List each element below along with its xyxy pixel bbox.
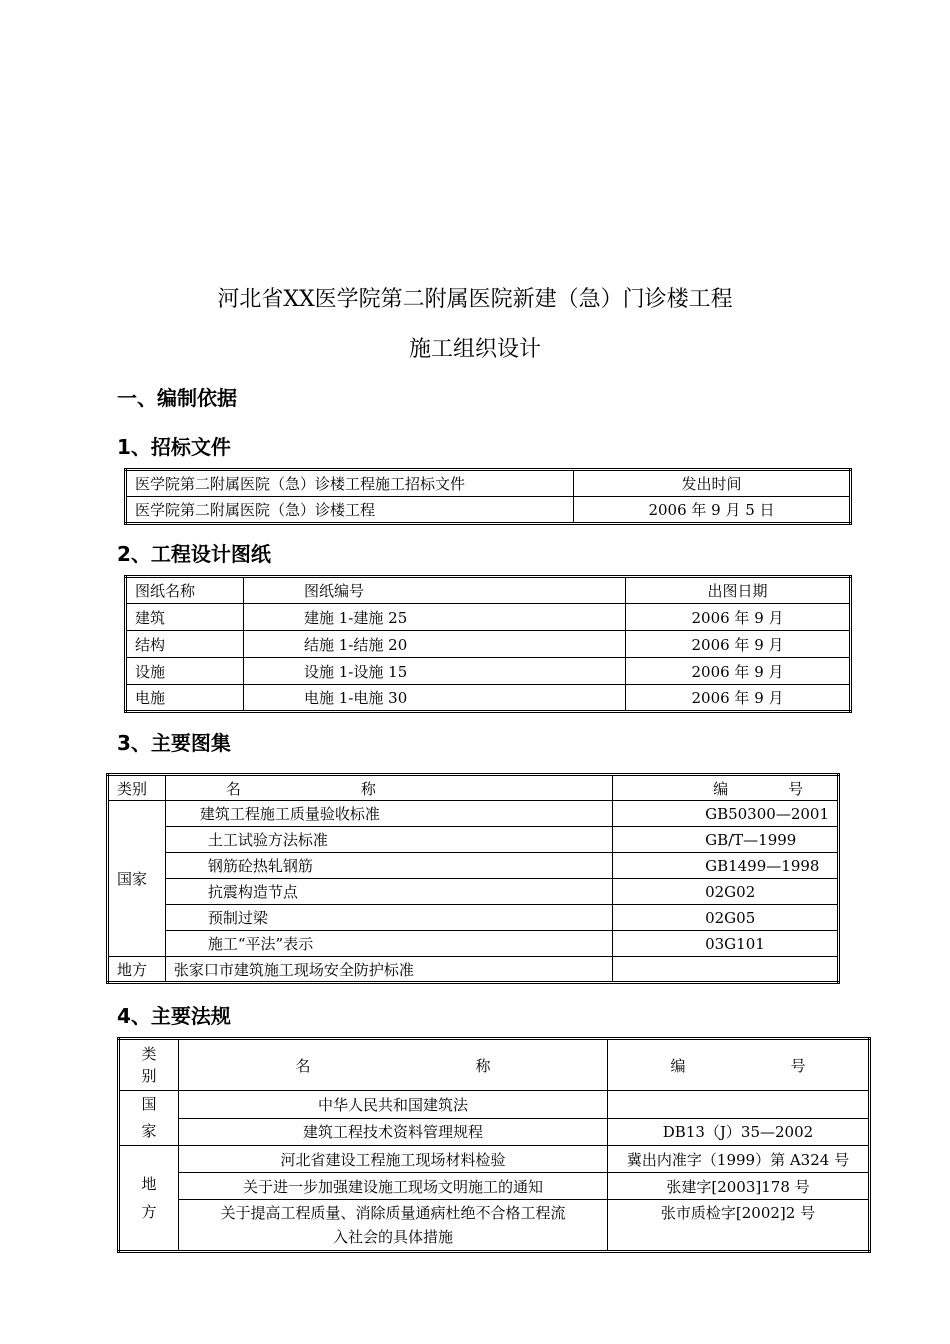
table-row bbox=[119, 1200, 870, 1252]
table-cell: 发出时间 bbox=[574, 470, 851, 497]
table-cell: 张市质检字[2002]2 号 bbox=[608, 1200, 870, 1252]
table-row bbox=[108, 827, 839, 853]
table-row bbox=[119, 1091, 870, 1119]
column-header: 图纸编号 bbox=[244, 577, 626, 604]
section-heading-atlases: 3、主要图集 bbox=[117, 731, 231, 755]
table-cell: 2006 年 9 月 bbox=[626, 685, 851, 712]
table-row bbox=[119, 1146, 870, 1173]
table-cell: 施工“平法”表示 bbox=[165, 931, 612, 957]
table-cell bbox=[613, 957, 839, 983]
tender-table bbox=[124, 468, 852, 525]
table-cell: 2006 年 9 月 bbox=[626, 604, 851, 631]
table-cell: GB/T—1999 bbox=[613, 827, 839, 853]
category-cell: 国 家 bbox=[119, 1091, 179, 1146]
table-row bbox=[108, 931, 839, 957]
table-cell: 02G05 bbox=[613, 905, 839, 931]
document-title: 河北省XX医学院第二附属医院新建（急）门诊楼工程 bbox=[217, 287, 733, 312]
table-cell: 建筑工程施工质量验收标准 bbox=[165, 801, 612, 827]
table-cell: 2006 年 9 月 bbox=[626, 658, 851, 685]
table-cell: 03G101 bbox=[613, 931, 839, 957]
table-row bbox=[119, 1118, 870, 1146]
table-cell: 钢筋砼热轧钢筋 bbox=[165, 853, 612, 879]
column-header: 类 别 bbox=[119, 1039, 179, 1091]
column-header: 类别 bbox=[108, 775, 166, 801]
table-cell: 关于进一步加强建设施工现场文明施工的通知 bbox=[179, 1173, 608, 1200]
table-row bbox=[126, 658, 851, 685]
table-header-row bbox=[126, 577, 851, 604]
column-header: 名 称 bbox=[179, 1039, 608, 1091]
table-cell: 2006 年 9 月 bbox=[626, 631, 851, 658]
table-cell: 02G02 bbox=[613, 879, 839, 905]
table-cell: 医学院第二附属医院（急）诊楼工程施工招标文件 bbox=[126, 470, 574, 497]
table-cell: GB50300—2001 bbox=[613, 801, 839, 827]
table-row bbox=[108, 905, 839, 931]
table-cell: 电施 bbox=[126, 685, 244, 712]
category-cell: 地方 bbox=[108, 957, 166, 983]
table-row bbox=[126, 631, 851, 658]
table-row bbox=[108, 879, 839, 905]
table-cell: GB1499—1998 bbox=[613, 853, 839, 879]
atlases-table bbox=[106, 773, 840, 984]
table-cell: 结施 1-结施 20 bbox=[244, 631, 626, 658]
table-cell bbox=[608, 1091, 870, 1119]
table-cell: 土工试验方法标准 bbox=[165, 827, 612, 853]
table-cell: 抗震构造节点 bbox=[165, 879, 612, 905]
table-cell: 电施 1-电施 30 bbox=[244, 685, 626, 712]
section-heading-regulations: 4、主要法规 bbox=[117, 1004, 231, 1028]
column-header: 名 称 bbox=[165, 775, 612, 801]
section-heading-drawings: 2、工程设计图纸 bbox=[117, 542, 271, 566]
table-cell: 关于提高工程质量、消除质量通病杜绝不合格工程流入社会的具体措施 bbox=[179, 1200, 608, 1252]
table-header-row bbox=[119, 1039, 870, 1091]
table-header-row bbox=[108, 775, 839, 801]
column-header: 图纸名称 bbox=[126, 577, 244, 604]
table-cell: 设施 bbox=[126, 658, 244, 685]
document-subtitle: 施工组织设计 bbox=[408, 337, 541, 362]
category-cell: 地 方 bbox=[119, 1146, 179, 1252]
table-row bbox=[108, 853, 839, 879]
table-row bbox=[126, 685, 851, 712]
table-row bbox=[119, 1173, 870, 1200]
table-cell: 张建字[2003]178 号 bbox=[608, 1173, 870, 1200]
table-cell: 设施 1-设施 15 bbox=[244, 658, 626, 685]
table-row bbox=[108, 957, 839, 983]
table-cell: 预制过梁 bbox=[165, 905, 612, 931]
table-row bbox=[126, 497, 851, 524]
table-row bbox=[126, 604, 851, 631]
table-cell: 建筑 bbox=[126, 604, 244, 631]
section-heading-main: 一、编制依据 bbox=[117, 386, 237, 410]
table-cell: 建施 1-建施 25 bbox=[244, 604, 626, 631]
table-cell: 医学院第二附属医院（急）诊楼工程 bbox=[126, 497, 574, 524]
table-cell: 张家口市建筑施工现场安全防护标准 bbox=[165, 957, 612, 983]
table-cell: 结构 bbox=[126, 631, 244, 658]
column-header: 编 号 bbox=[613, 775, 839, 801]
table-cell: 冀出内准字（1999）第 A324 号 bbox=[608, 1146, 870, 1173]
table-cell: 河北省建设工程施工现场材料检验 bbox=[179, 1146, 608, 1173]
regulations-table bbox=[117, 1037, 871, 1253]
drawings-table bbox=[124, 575, 852, 713]
table-cell: 中华人民共和国建筑法 bbox=[179, 1091, 608, 1119]
section-heading-tender: 1、招标文件 bbox=[117, 435, 231, 459]
table-cell: 建筑工程技术资料管理规程 bbox=[179, 1118, 608, 1146]
table-cell: 2006 年 9 月 5 日 bbox=[574, 497, 851, 524]
category-cell: 国家 bbox=[108, 801, 166, 957]
table-row bbox=[108, 801, 839, 827]
column-header: 编 号 bbox=[608, 1039, 870, 1091]
column-header: 出图日期 bbox=[626, 577, 851, 604]
table-row bbox=[126, 470, 851, 497]
table-cell: DB13（J）35—2002 bbox=[608, 1118, 870, 1146]
